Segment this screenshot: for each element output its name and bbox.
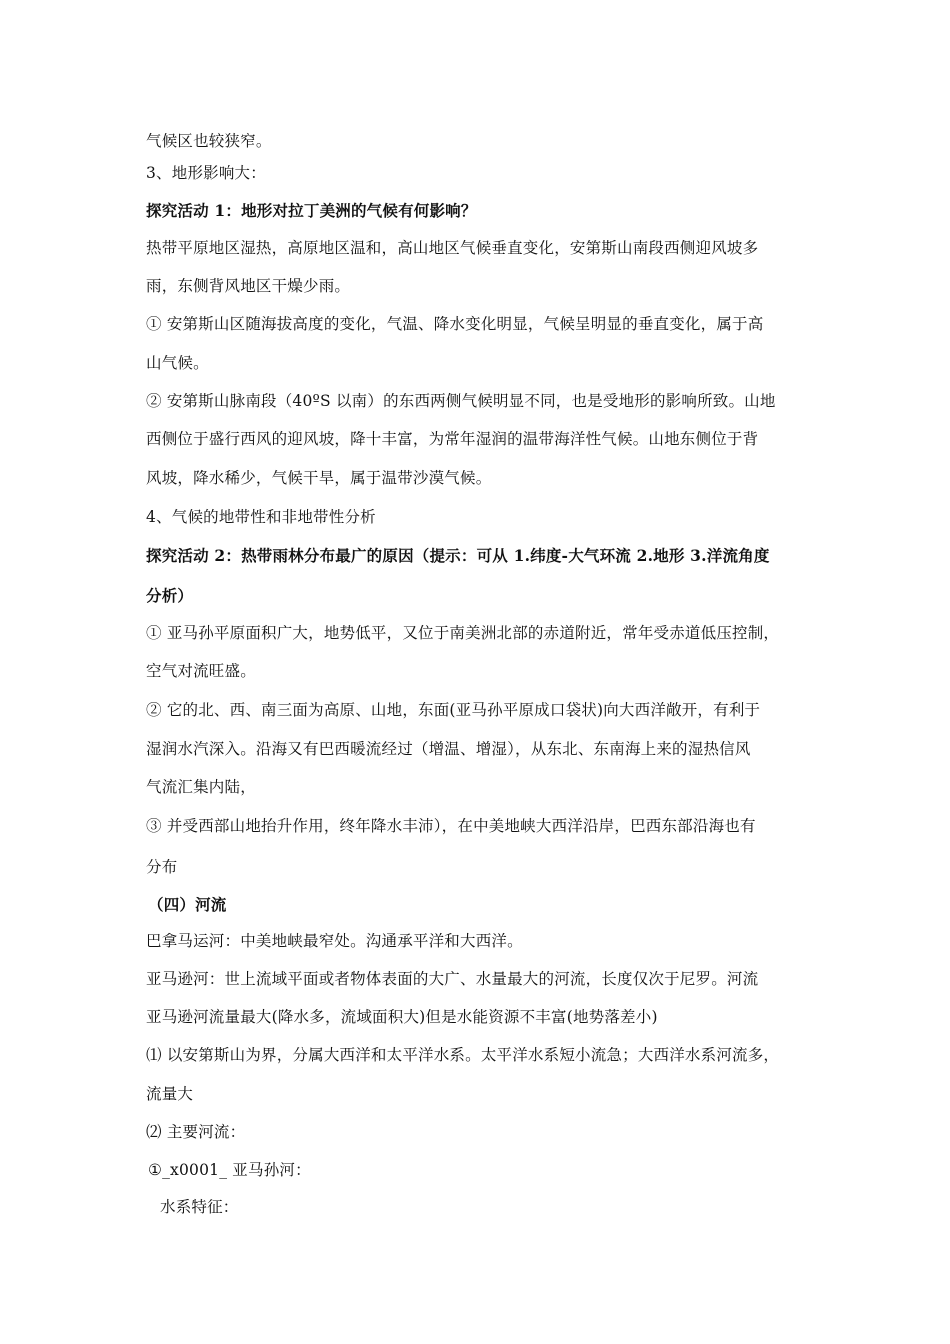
text-line: 山气候。 [146,354,209,372]
section-heading-rivers: （四）河流 [148,895,227,914]
text-line: ⑴ 以安第斯山为界，分属大西洋和太平洋水系。太平洋水系短小流急；大西洋水系河流多， [146,1046,780,1064]
text-line: ③ 并受西部山地抬升作用，终年降水丰沛），在中美地峡大西洋沿岸，巴西东部沿海也有 [146,817,756,835]
text-line: ② 安第斯山脉南段（40ºS 以南）的东西两侧气候明显不同，也是受地形的影响所致。山地 [146,392,776,410]
text-line: ① 安第斯山区随海拔高度的变化，气温、降水变化明显，气候呈明显的垂直变化，属于高 [146,315,764,333]
text-line: 空气对流旺盛。 [146,662,256,680]
text-line: ⑵ 主要河流： [146,1123,246,1141]
activity-1-heading: 探究活动 1：地形对拉丁美洲的气候有何影响？ [146,201,477,220]
text-line: 气候区也较狭窄。 [146,132,272,150]
text-line: 雨，东侧背风地区干燥少雨。 [146,277,351,295]
text-line: 风坡，降水稀少，气候干旱，属于温带沙漠气候。 [146,469,492,487]
text-line: 热带平原地区湿热，高原地区温和，高山地区气候垂直变化，安第斯山南段西侧迎风坡多 [146,239,759,257]
text-line: 湿润水汽深入。沿海又有巴西暖流经过（增温、增湿），从东北、东南海上来的湿热信风 [146,740,751,758]
text-line: 西侧位于盛行西风的迎风坡，降十丰富，为常年湿润的温带海洋性气候。山地东侧位于背 [146,430,759,448]
text-line: 亚马逊河流量最大(降水多，流域面积大)但是水能资源不丰富(地势落差小) [146,1008,658,1026]
activity-2-heading-cont: 分析） [146,586,194,605]
text-line: 分布 [146,858,178,876]
text-line: 水系特征： [160,1198,239,1216]
text-line: ① 亚马孙平原面积广大，地势低平，又位于南美洲北部的赤道附近，常年受赤道低压控制， [146,624,780,642]
text-line: 巴拿马运河：中美地峡最窄处。沟通承平洋和大西洋。 [146,932,523,950]
activity-2-heading: 探究活动 2：热带雨林分布最广的原因（提示：可从 1.纬度-大气环流 2.地形 3.洋流角度 [146,546,770,565]
text-line: ② 它的北、西、南三面为高原、山地，东面(亚马孙平原成口袋状)向大西洋敞开，有利于 [146,701,761,719]
section-heading-3: 3、地形影响大： [146,164,266,182]
text-line: 流量大 [146,1085,194,1103]
section-heading-4: 4、气候的地带性和非地带性分析 [146,508,376,526]
text-line: 亚马逊河：世上流域平面或者物体表面的大广、水量最大的河流，长度仅次于尼罗。河流 [146,970,759,988]
text-line: 气流汇集内陆， [146,778,256,796]
text-line: ①_x0001_ 亚马孙河： [148,1161,311,1179]
